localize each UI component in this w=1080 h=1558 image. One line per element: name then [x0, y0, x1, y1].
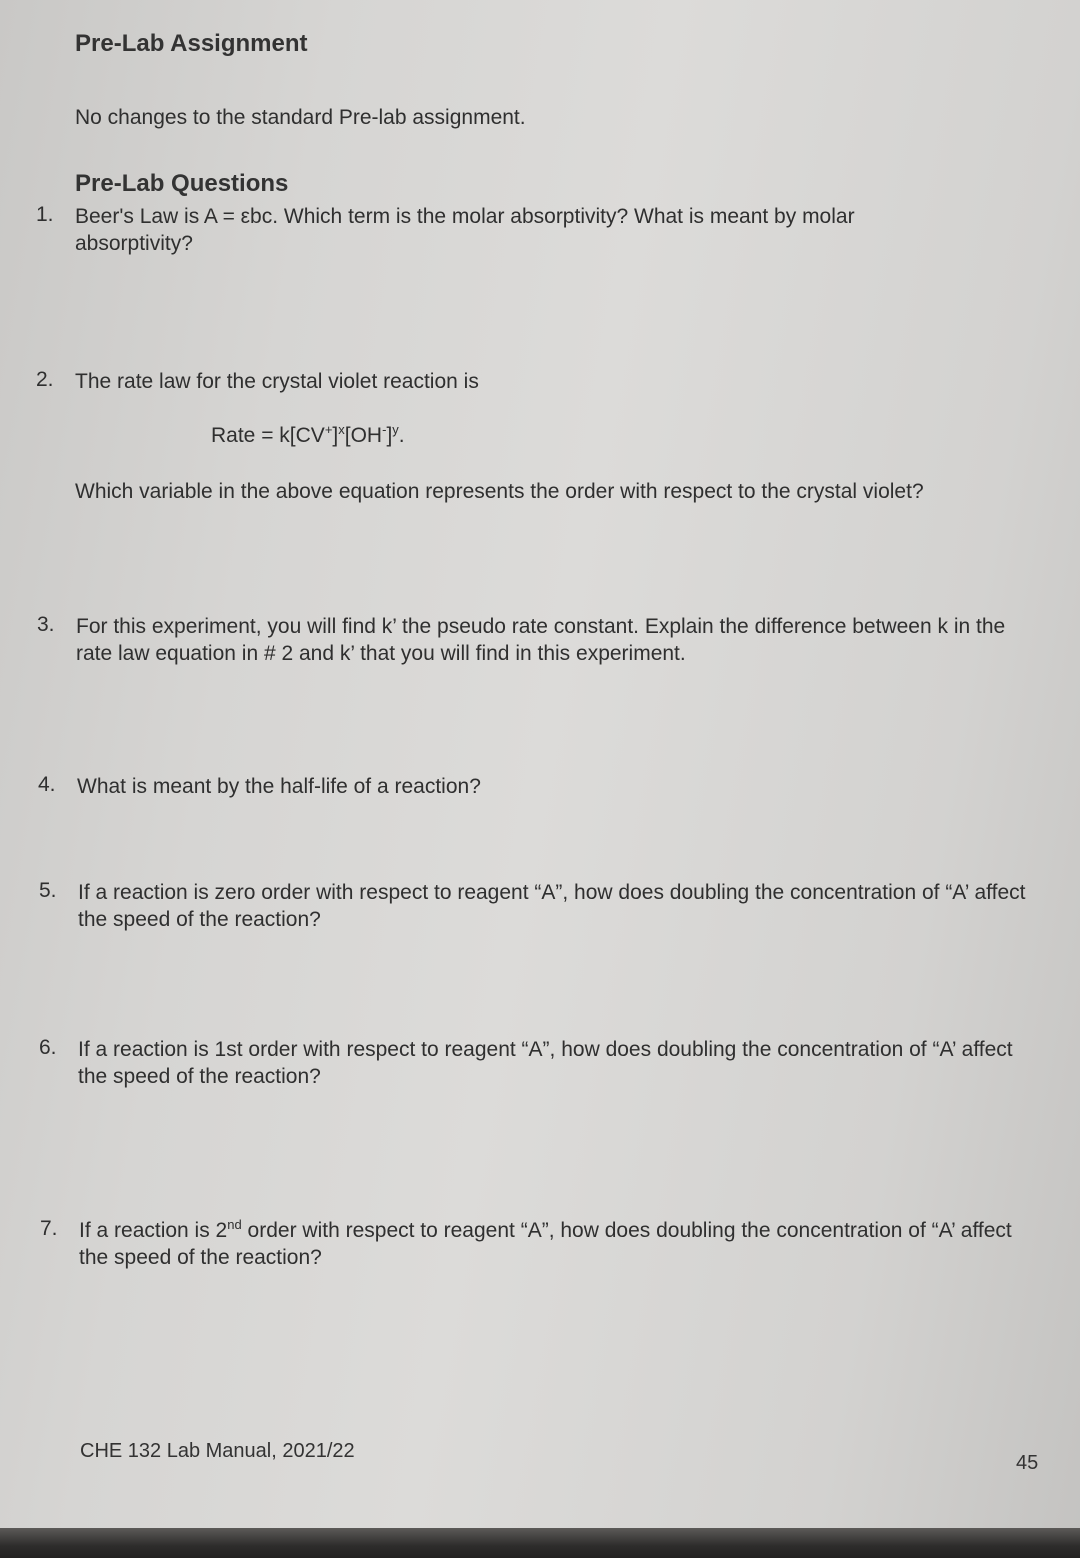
question-number: 7. [40, 1217, 58, 1240]
question-text: What is meant by the half-life of a reaction? [77, 775, 481, 798]
page-title: Pre-Lab Assignment [75, 30, 308, 57]
question-text: Beer's Law is A = εbc. Which term is the molar absorptivity? What is meant by molar absorptivity? [75, 205, 855, 255]
question-text: The rate law for the crystal violet reaction is [75, 370, 479, 393]
question-number: 5. [39, 879, 57, 902]
rate-law-equation: Rate = $k[CV^+]^x[OH^-]^y$. [211, 422, 405, 447]
footer-manual: CHE 132 Lab Manual, 2021/22 [80, 1440, 355, 1462]
questions-heading: Pre-Lab Questions [75, 170, 289, 197]
question-number: 3. [37, 613, 55, 636]
page-number: 45 [1016, 1452, 1039, 1474]
question-number: 2. [36, 368, 54, 391]
intro-text: No changes to the standard Pre-lab assignment. [75, 106, 526, 129]
question-number: 1. [36, 203, 54, 226]
question-text: If a reaction is 2nd order with respect to reagent “A”, how does doubling the concentration of “A’ affect the speed of the reaction? [79, 1217, 1012, 1269]
question-text: For this experiment, you will find k’ the pseudo rate constant. Explain the difference between k in the rate law equation in # 2 and k’ that you will find in this experiment. [76, 615, 1006, 665]
question-text: If a reaction is 1st order with respect to reagent “A”, how does doubling the concentration of “A’ affect the speed of the reaction? [78, 1038, 1013, 1088]
page-edge-shadow [0, 1528, 1080, 1558]
question-text: If a reaction is zero order with respect to reagent “A”, how does doubling the concentration of “A’ affect the speed of the reaction? [78, 881, 1026, 931]
question-number: 6. [39, 1036, 57, 1059]
question-followup: Which variable in the above equation represents the order with respect to the crystal violet? [75, 480, 924, 503]
question-number: 4. [38, 773, 56, 796]
